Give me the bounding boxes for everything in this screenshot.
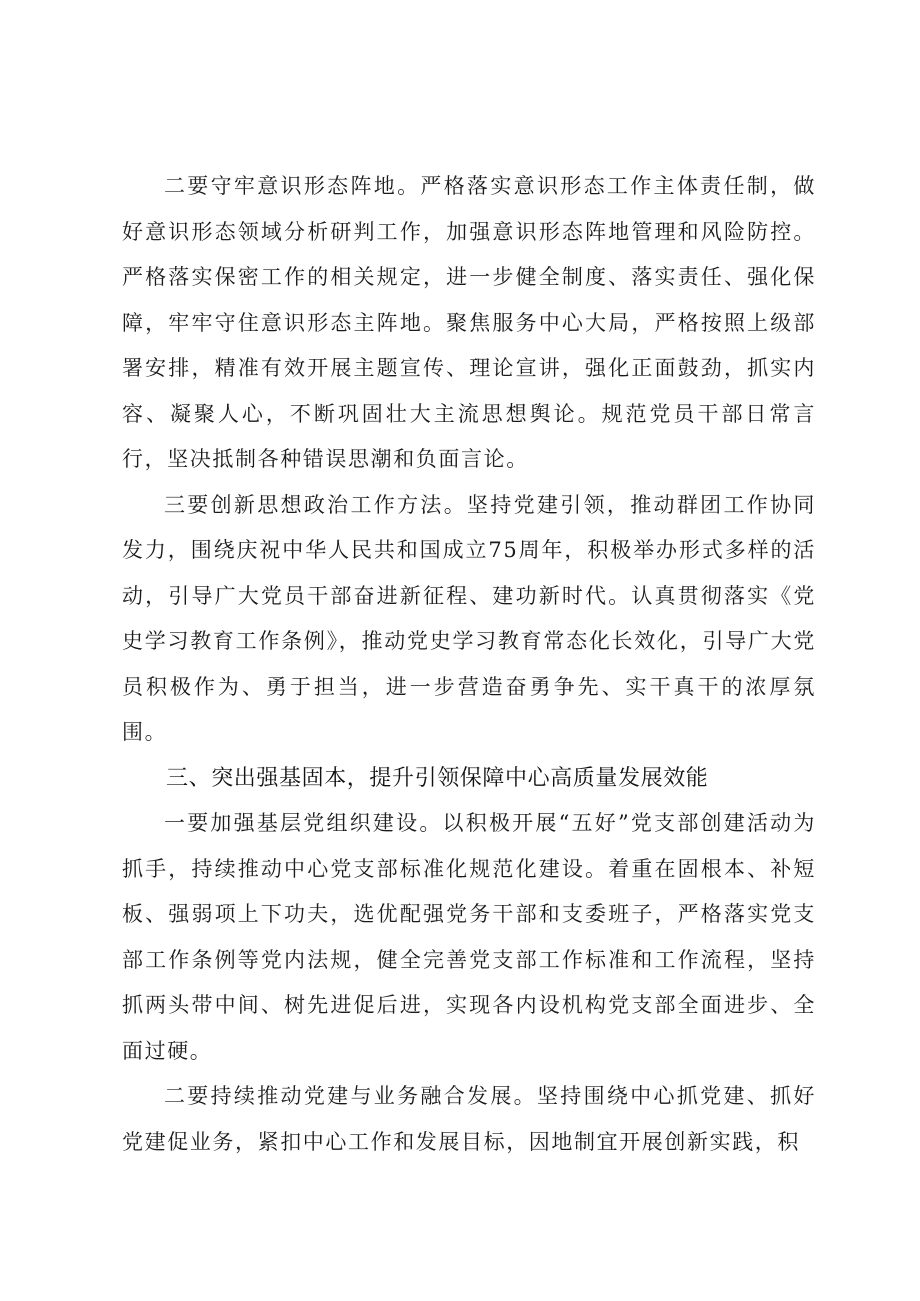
- paragraph-party-business-integration: 二要持续推动党建与业务融合发展。坚持围绕中心抓党建、抓好党建促业务，紧扣中心工作和发展目标，因地制宜开展创新实践，积: [122, 1084, 816, 1154]
- paragraph-ideology-position: 二要守牢意识形态阵地。严格落实意识形态工作主体责任制，做好意识形态领域分析研判工作，加强意识形态阵地管理和风险防控。严格落实保密工作的相关规定，进一步健全制度、落实责任、强化保障，牢牢守住意识形态主阵地。聚焦服务中心大局，严格按照上级部署安排，精准有效开展主题宣传、理论宣讲，强化正面鼓劲，抓实内容、凝聚人心，不断巩固壮大主流思想舆论。规范党员干部日常言行，坚决抵制各种错误思潮和负面言论。: [122, 174, 816, 471]
- document-body: [122, 164, 816, 1165]
- section-heading: 三、突出强基固本，提升引领保障中心高质量发展效能: [166, 765, 709, 791]
- paragraph-grassroots-party-building: 一要加强基层党组织建设。以积极开展“五好”党支部创建活动为抓手，持续推动中心党支部标准化规范化建设。着重在固根本、补短板、强弱项上下功夫，选优配强党务干部和支委班子，严格落实党支部工作条例等党内法规，健全完善党支部工作标准和工作流程，坚持抓两头带中间、树先进促后进，实现各内设机构党支部全面进步、全面过硬。: [122, 811, 816, 1063]
- paragraph-political-work-methods: 三要创新思想政治工作方法。坚持党建引领，推动群团工作协同发力，围绕庆祝中华人民共和国成立75周年，积极举办形式多样的活动，引导广大党员干部奋进新征程、建功新时代。认真贯彻落实《党史学习教育工作条例》，推动党史学习教育常态化长效化，引导广大党员积极作为、勇于担当，进一步营造奋勇争先、实干真干的浓厚氛围。: [122, 492, 816, 744]
